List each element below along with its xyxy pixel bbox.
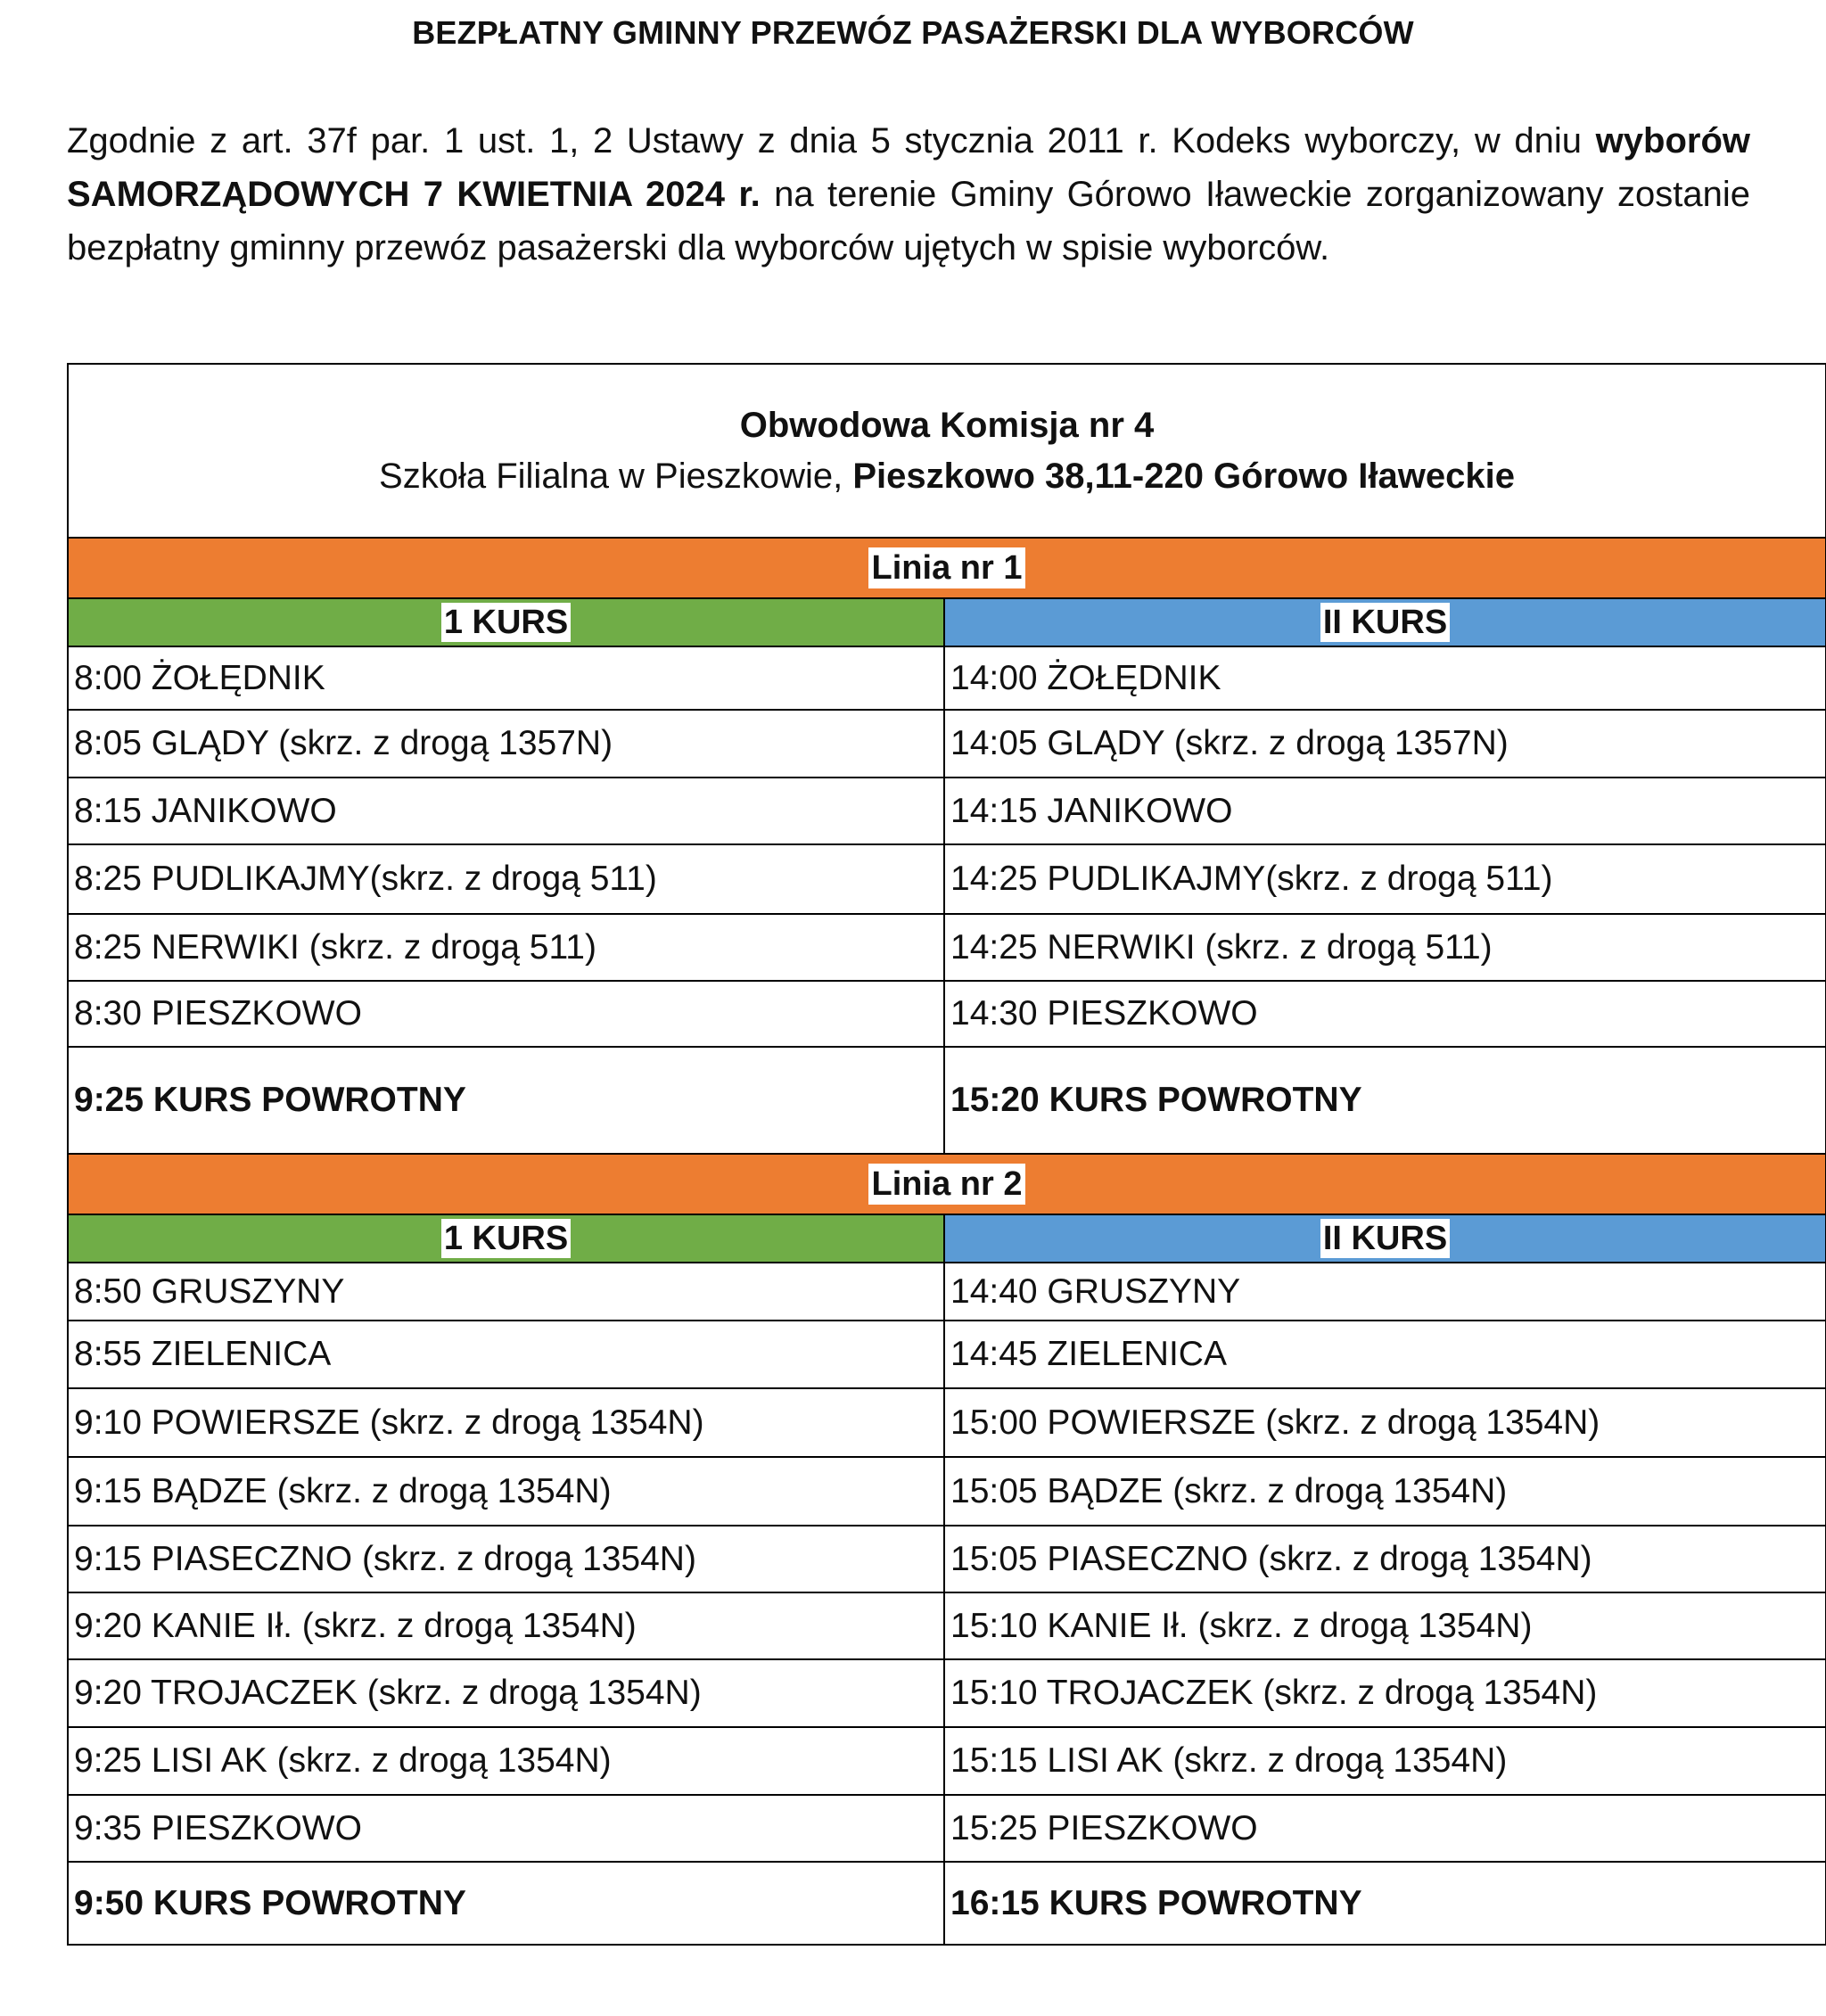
schedule-table (67, 363, 1826, 1946)
table-row (69, 982, 1825, 1048)
return-row (69, 1863, 1825, 1944)
table-row (69, 647, 1825, 711)
table-row (69, 1796, 1825, 1863)
stop-cell-course-1: 8:55 ZIELENICA (69, 1321, 945, 1387)
table-row (69, 1593, 1825, 1660)
stop-cell-course-1: 9:35 PIESZKOWO (69, 1796, 945, 1861)
document-title: BEZPŁATNY GMINNY PRZEWÓZ PASAŻERSKI DLA WYBORCÓW (412, 14, 1414, 51)
stop-cell-course-2: 14:30 PIESZKOWO (950, 994, 1258, 1033)
stop-cell-course-1: 8:05 GLĄDY (skrz. z drogą 1357N) (69, 711, 945, 777)
stop-cell-course-1: 9:20 KANIE Ił. (skrz. z drogą 1354N) (69, 1593, 945, 1658)
stop-cell-course-1: 8:30 PIESZKOWO (69, 982, 945, 1046)
stop-cell-course-2: 14:15 JANIKOWO (950, 791, 1233, 830)
table-row (69, 1389, 1825, 1458)
stop-cell-course-2: 14:25 PUDLIKAJMY(skrz. z drogą 511) (950, 860, 1553, 898)
return-cell-course-1: 9:25 KURS POWROTNY (69, 1048, 945, 1153)
intro-paragraph (67, 114, 1750, 275)
address-normal: Szkoła Filialna w Pieszkowie, (379, 457, 853, 496)
intro-text-start: Zgodnie z art. 37f par. 1 ust. 1, 2 Ustawy z dnia 5 stycznia 2011 r. Kodeks wyborczy, w dniu (67, 121, 1596, 160)
return-cell-course-1: 9:50 KURS POWROTNY (69, 1863, 945, 1944)
line-label: Linia nr 1 (868, 547, 1026, 588)
intro-text-bold: wyborów SAMORZĄDOWYCH 7 KWIETNIA 2024 r. (67, 121, 1750, 214)
stop-cell-course-2: 15:05 BĄDZE (skrz. z drogą 1354N) (950, 1471, 1508, 1510)
stop-cell-course-1: 9:25 LISI AK (skrz. z drogą 1354N) (69, 1728, 945, 1794)
stop-cell-course-1: 8:00 ŻOŁĘDNIK (69, 647, 945, 709)
course-1-header (69, 599, 945, 646)
line-1-header (69, 539, 1825, 599)
course-1-header (69, 1215, 945, 1262)
return-cell-course-2: 15:20 KURS POWROTNY (950, 1081, 1362, 1119)
table-row (69, 1660, 1825, 1728)
line-label: Linia nr 2 (868, 1164, 1026, 1205)
commission-name: Obwodowa Komisja nr 4 (739, 406, 1155, 445)
stop-cell-course-1: 9:15 PIASECZNO (skrz. z drogą 1354N) (69, 1526, 945, 1592)
course-2-header (945, 599, 1825, 646)
course-label: 1 KURS (441, 1219, 571, 1258)
stop-cell-course-1: 9:10 POWIERSZE (skrz. z drogą 1354N) (69, 1389, 945, 1456)
line-1-course-row (69, 599, 1825, 647)
table-row (69, 1263, 1825, 1321)
course-label: II KURS (1320, 1219, 1450, 1258)
line-2-header (69, 1155, 1825, 1215)
commission-address (69, 450, 1825, 502)
table-row (69, 845, 1825, 915)
stop-cell-course-1: 8:50 GRUSZYNY (69, 1263, 945, 1320)
course-label: II KURS (1320, 603, 1450, 642)
return-cell-course-2: 16:15 KURS POWROTNY (950, 1883, 1362, 1922)
intro-text-end: na terenie Gminy Górowo Iławeckie zorganizowany zostanie bezpłatny gminny przewóz pasażerski dla wyborców ujętych w spisie wyborców. (67, 175, 1750, 267)
stop-cell-course-2: 15:05 PIASECZNO (skrz. z drogą 1354N) (950, 1539, 1592, 1578)
line-2-course-row (69, 1215, 1825, 1263)
stop-cell-course-2: 14:25 NERWIKI (skrz. z drogą 511) (950, 927, 1493, 967)
stop-cell-course-1: 8:25 NERWIKI (skrz. z drogą 511) (69, 915, 945, 980)
table-row (69, 778, 1825, 845)
course-2-header (945, 1215, 1825, 1262)
stop-cell-course-2: 15:00 POWIERSZE (skrz. z drogą 1354N) (950, 1403, 1600, 1442)
commission-header (69, 365, 1825, 539)
stop-cell-course-1: 8:15 JANIKOWO (69, 778, 945, 843)
address-bold: Pieszkowo 38,11-220 Górowo Iławeckie (852, 457, 1515, 496)
course-label: 1 KURS (441, 603, 571, 642)
stop-cell-course-1: 9:15 BĄDZE (skrz. z drogą 1354N) (69, 1458, 945, 1525)
stop-cell-course-1: 8:25 PUDLIKAJMY(skrz. z drogą 511) (69, 845, 945, 913)
stop-cell-course-2: 14:00 ŻOŁĘDNIK (950, 658, 1221, 697)
stop-cell-course-2: 14:45 ZIELENICA (950, 1335, 1227, 1373)
stop-cell-course-2: 15:25 PIESZKOWO (950, 1808, 1258, 1847)
table-row (69, 1321, 1825, 1389)
stop-cell-course-2: 14:05 GLĄDY (skrz. z drogą 1357N) (950, 724, 1509, 762)
return-row (69, 1048, 1825, 1155)
stop-cell-course-2: 15:10 TROJACZEK (skrz. z drogą 1354N) (950, 1674, 1598, 1712)
table-row (69, 1458, 1825, 1526)
stop-cell-course-1: 9:20 TROJACZEK (skrz. z drogą 1354N) (69, 1660, 945, 1726)
stop-cell-course-2: 14:40 GRUSZYNY (950, 1271, 1241, 1311)
table-row (69, 1728, 1825, 1796)
table-row (69, 915, 1825, 982)
table-row (69, 711, 1825, 778)
table-row (69, 1526, 1825, 1593)
stop-cell-course-2: 15:10 KANIE Ił. (skrz. z drogą 1354N) (950, 1606, 1533, 1645)
stop-cell-course-2: 15:15 LISI AK (skrz. z drogą 1354N) (950, 1741, 1508, 1780)
